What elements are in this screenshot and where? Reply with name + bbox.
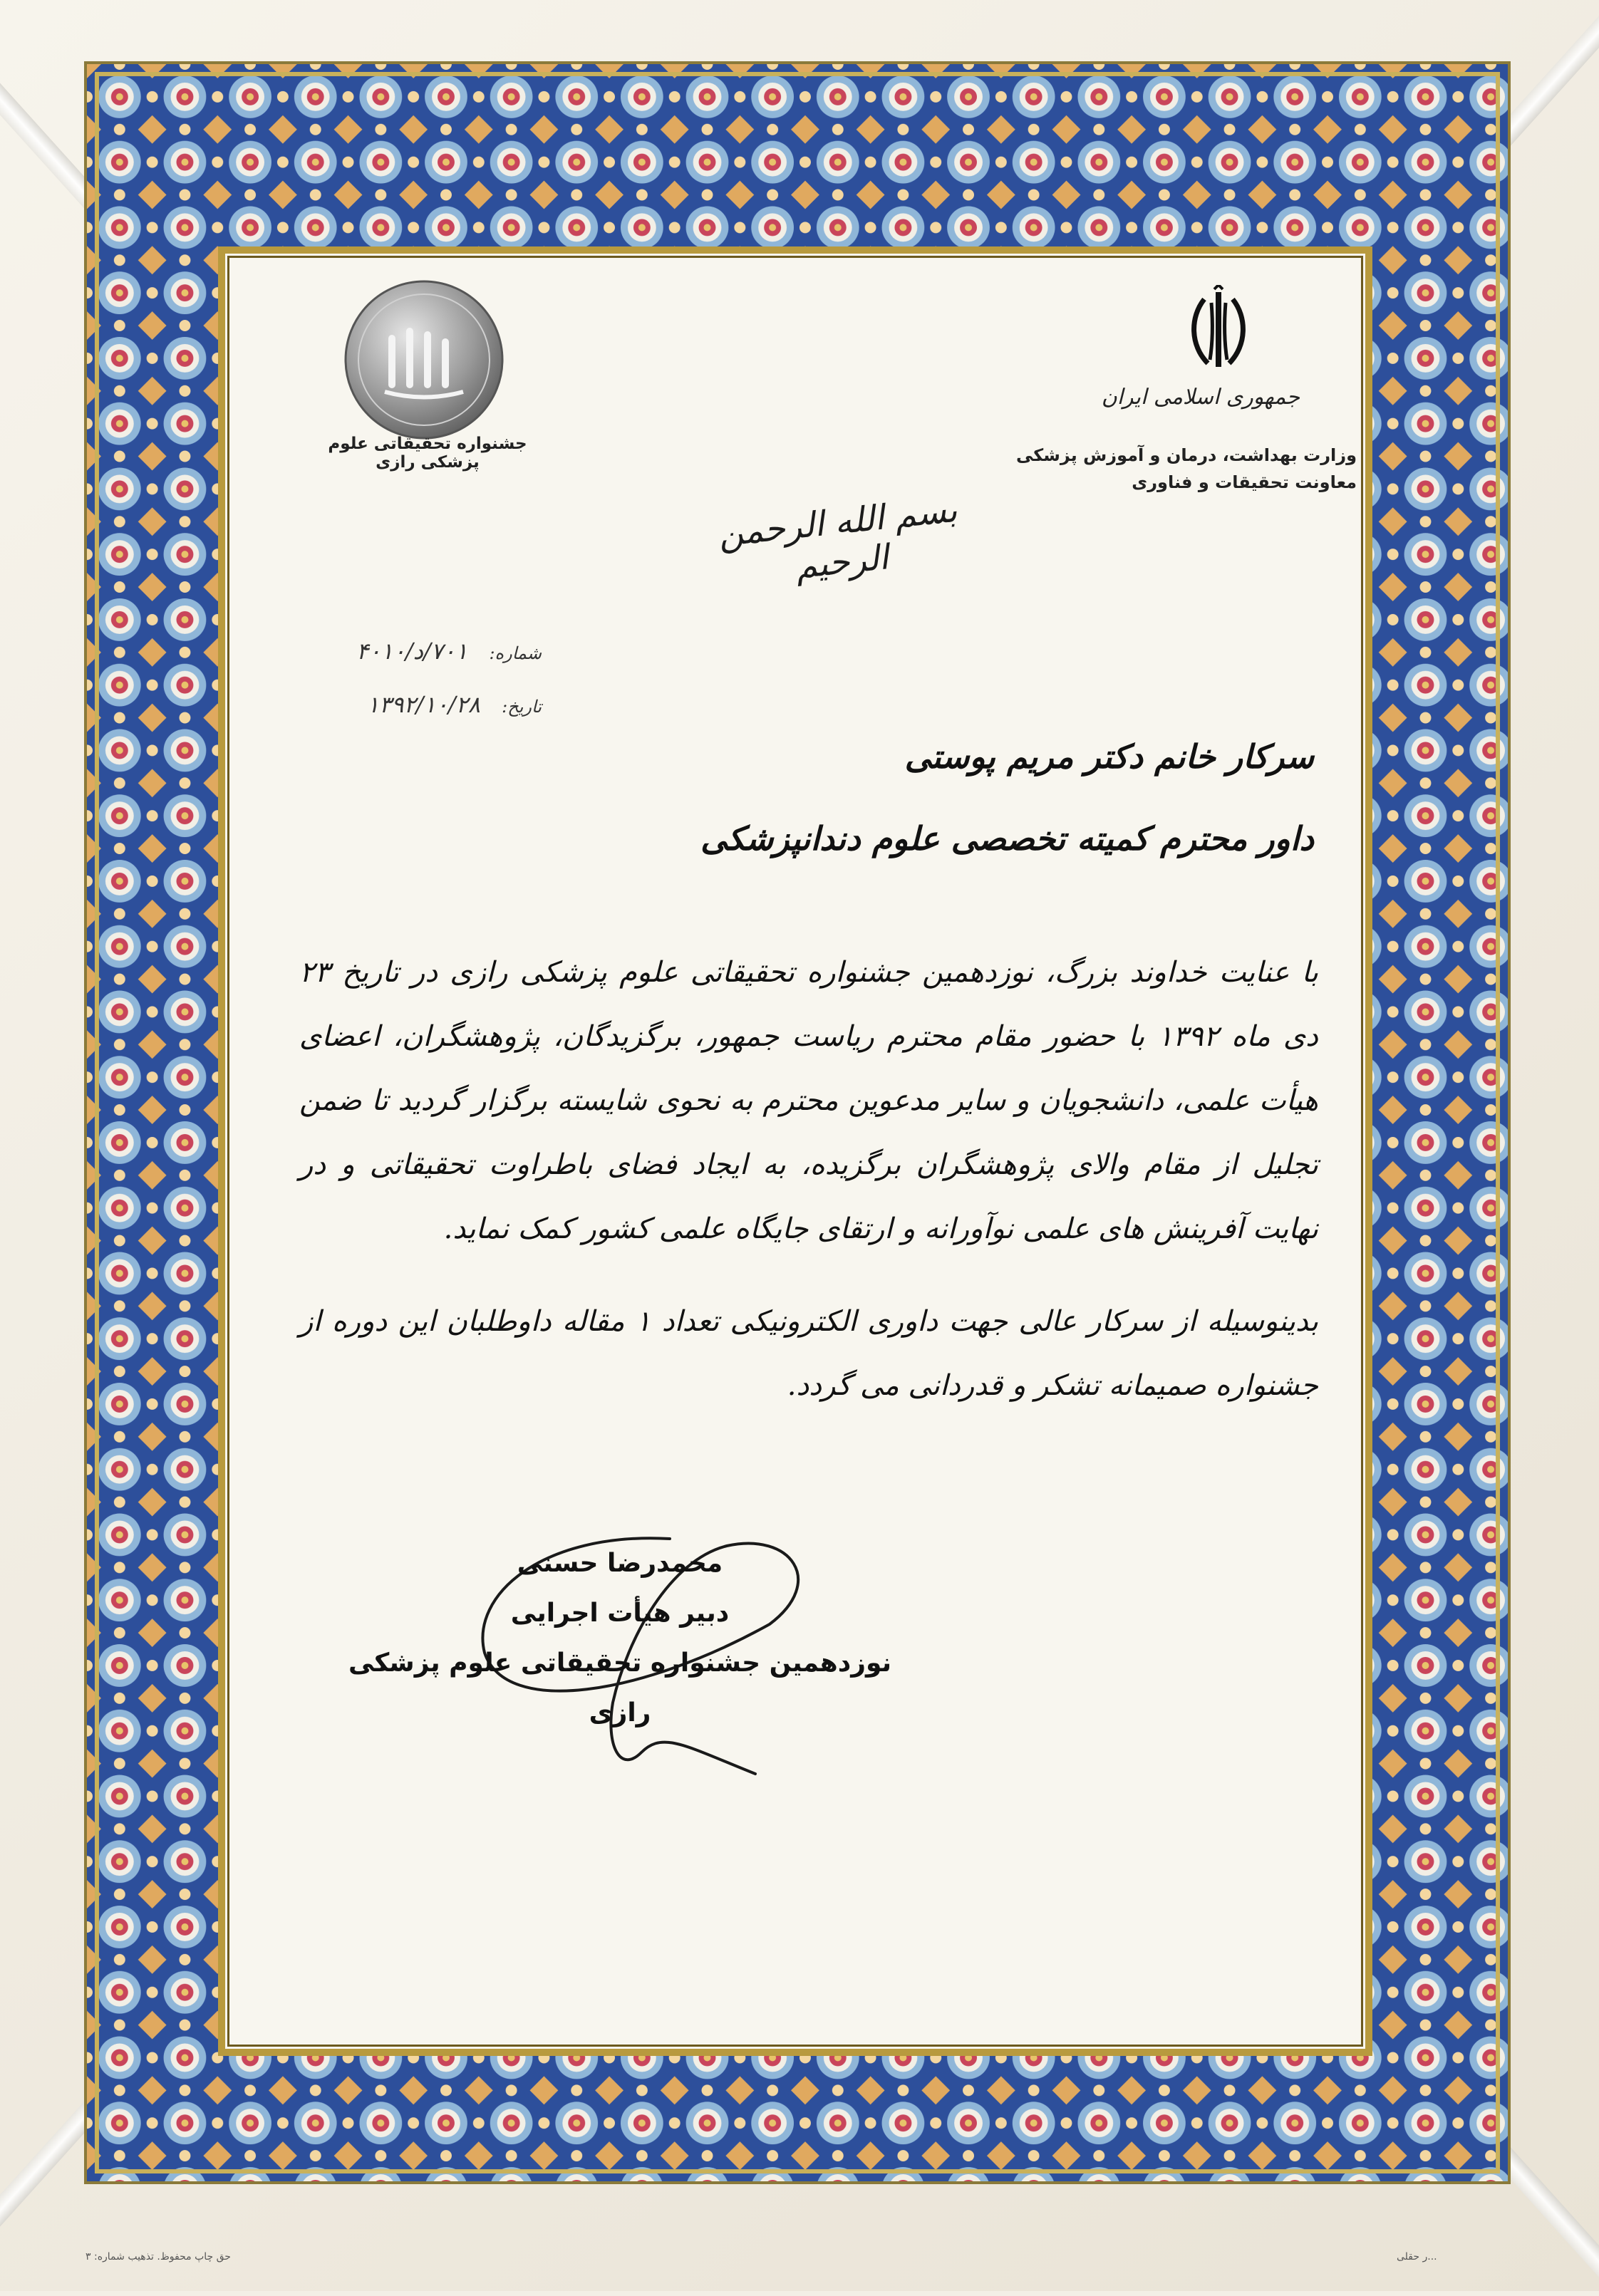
- government-title: جمهوری اسلامی ایران: [1101, 385, 1300, 410]
- ministry-block: [1000, 442, 1357, 497]
- letter-body: [299, 940, 1318, 1446]
- number-label: شماره:: [489, 643, 542, 663]
- signature-block: [314, 1539, 926, 1738]
- ministry-line: وزارت بهداشت، درمان و آموزش پزشکی: [1016, 445, 1357, 465]
- date-value: ۱۳۹۲/۱۰/۲۸: [366, 691, 480, 718]
- basmala-calligraphy: بسم الله الرحمن الرحیم: [716, 489, 959, 587]
- footer-print-note: حق چاپ محفوظ. تذهیب شماره: ۳: [86, 2251, 231, 2263]
- recipient-role: داور محترم کمیته تخصصی علوم دندانپزشکی: [700, 819, 1314, 858]
- footer-artist-note: ...ر حقلی: [1397, 2251, 1437, 2263]
- letter-number: [314, 638, 542, 665]
- ministry-line: معاونت تحقیقات و فناوری: [1132, 472, 1357, 493]
- letter-date: [314, 691, 542, 718]
- number-value: ۷۰۱/د/۴۰۱۰: [356, 638, 468, 665]
- signatory-organization: نوزدهمین جشنواره تحقیقاتی علوم پزشکی رازی: [348, 1648, 892, 1728]
- recipient-name: سرکار خانم دکتر مریم پوستی: [904, 737, 1314, 776]
- festival-caption: جشنواره تحقیقاتی علوم پزشکی رازی: [328, 435, 527, 472]
- date-label: تاریخ:: [502, 697, 542, 717]
- body-paragraph: با عنایت خداوند بزرگ، نوزدهمین جشنواره تحقیقاتی علوم پزشکی رازی در تاریخ ۲۳ دی ماه ۱۳۹۲ با حضور مقام محترم ریاست جمهور، برگزیدگان، پژوهشگران، اعضای هیأت علمی، دانشجویان و سایر مدعوین محترم به نحوی شایسته برگزار گردید تا ضمن تجلیل از مقام والای پژوهشگران برگزیده، به ایجاد فضای باطراوت تحقیقاتی و در نهایت آفرینش های علمی نوآورانه و ارتقای جایگاه علمی کشور کمک نماید.: [299, 956, 1318, 1245]
- iran-emblem-icon: [1183, 285, 1254, 378]
- signatory-name: محمدرضا حسنی: [517, 1549, 723, 1578]
- body-paragraph: بدینوسیله از سرکار عالی جهت داوری الکترونیکی تعداد ۱ مقاله داوطلبان این دوره از جشنواره صمیمانه تشکر و قدردانی می گردد.: [299, 1305, 1318, 1402]
- razi-festival-medal-logo: [342, 278, 506, 442]
- signatory-title: دبیر هیأت اجرایی: [510, 1599, 730, 1628]
